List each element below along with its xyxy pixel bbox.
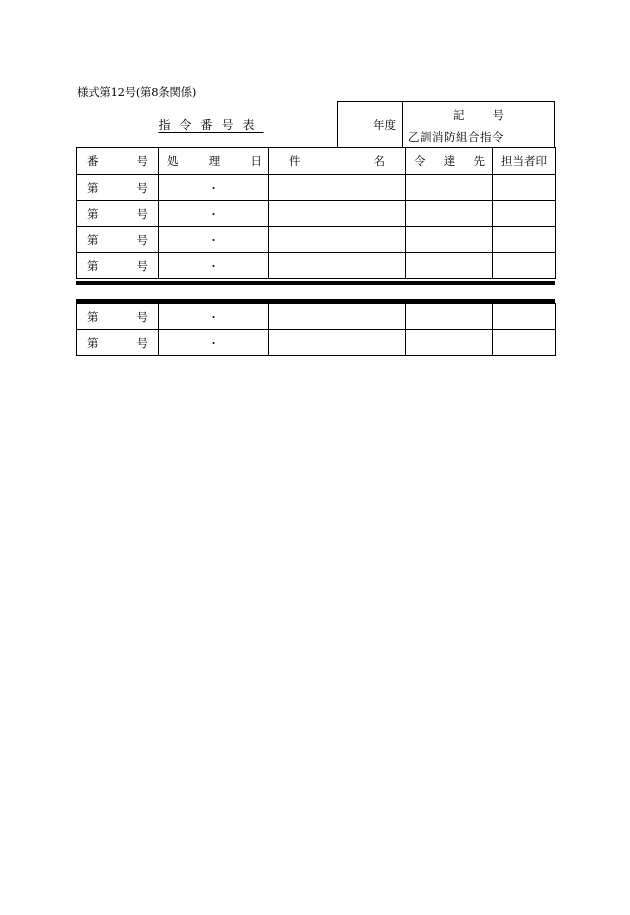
number-cell[interactable]: 第 号 xyxy=(77,227,159,253)
header-destination: 令 達 先 xyxy=(406,148,493,175)
table-row xyxy=(77,304,556,330)
number-cell[interactable]: 第 号 xyxy=(77,304,159,330)
section-break-line-top xyxy=(76,281,555,285)
form-caption: 様式第12号(第8条関係) xyxy=(77,85,197,99)
header-number: 番 号 xyxy=(77,148,159,175)
table-row xyxy=(77,253,556,279)
subject-cell[interactable] xyxy=(269,330,406,356)
header-subject: 件 名 xyxy=(269,148,406,175)
form-header xyxy=(76,101,555,147)
year-label: 年度 xyxy=(373,117,396,132)
destination-cell[interactable] xyxy=(406,304,493,330)
form-title-cell xyxy=(76,101,337,147)
number-cell[interactable]: 第 号 xyxy=(77,330,159,356)
table-row xyxy=(77,175,556,201)
seal-cell[interactable] xyxy=(493,253,556,279)
code-label: 記号 xyxy=(453,108,532,122)
table-header-row xyxy=(77,148,556,175)
seal-cell[interactable] xyxy=(493,175,556,201)
command-number-table-continued xyxy=(76,303,556,356)
table-row xyxy=(77,227,556,253)
number-cell[interactable]: 第 号 xyxy=(77,253,159,279)
date-cell[interactable]: ・ xyxy=(159,253,269,279)
number-cell[interactable]: 第 号 xyxy=(77,175,159,201)
form-title: 指令番号表 xyxy=(158,117,264,132)
command-number-table xyxy=(76,147,556,279)
table-row xyxy=(77,201,556,227)
code-cell xyxy=(403,101,555,147)
seal-cell[interactable] xyxy=(493,227,556,253)
subject-cell[interactable] xyxy=(269,253,406,279)
header-seal: 担当者印 xyxy=(493,148,556,175)
destination-cell[interactable] xyxy=(406,227,493,253)
table-row xyxy=(77,330,556,356)
number-cell[interactable]: 第 号 xyxy=(77,201,159,227)
destination-cell[interactable] xyxy=(406,330,493,356)
date-cell[interactable]: ・ xyxy=(159,175,269,201)
date-cell[interactable]: ・ xyxy=(159,227,269,253)
subject-cell[interactable] xyxy=(269,201,406,227)
destination-cell[interactable] xyxy=(406,201,493,227)
year-cell xyxy=(337,101,403,147)
destination-cell[interactable] xyxy=(406,253,493,279)
subject-cell[interactable] xyxy=(269,304,406,330)
date-cell[interactable]: ・ xyxy=(159,304,269,330)
header-date: 処 理 日 xyxy=(159,148,269,175)
destination-cell[interactable] xyxy=(406,175,493,201)
seal-cell[interactable] xyxy=(493,201,556,227)
date-cell[interactable]: ・ xyxy=(159,330,269,356)
date-cell[interactable]: ・ xyxy=(159,201,269,227)
subject-cell[interactable] xyxy=(269,227,406,253)
subject-cell[interactable] xyxy=(269,175,406,201)
seal-cell[interactable] xyxy=(493,330,556,356)
seal-cell[interactable] xyxy=(493,304,556,330)
code-value: 乙訓消防組合指令 xyxy=(408,130,504,144)
